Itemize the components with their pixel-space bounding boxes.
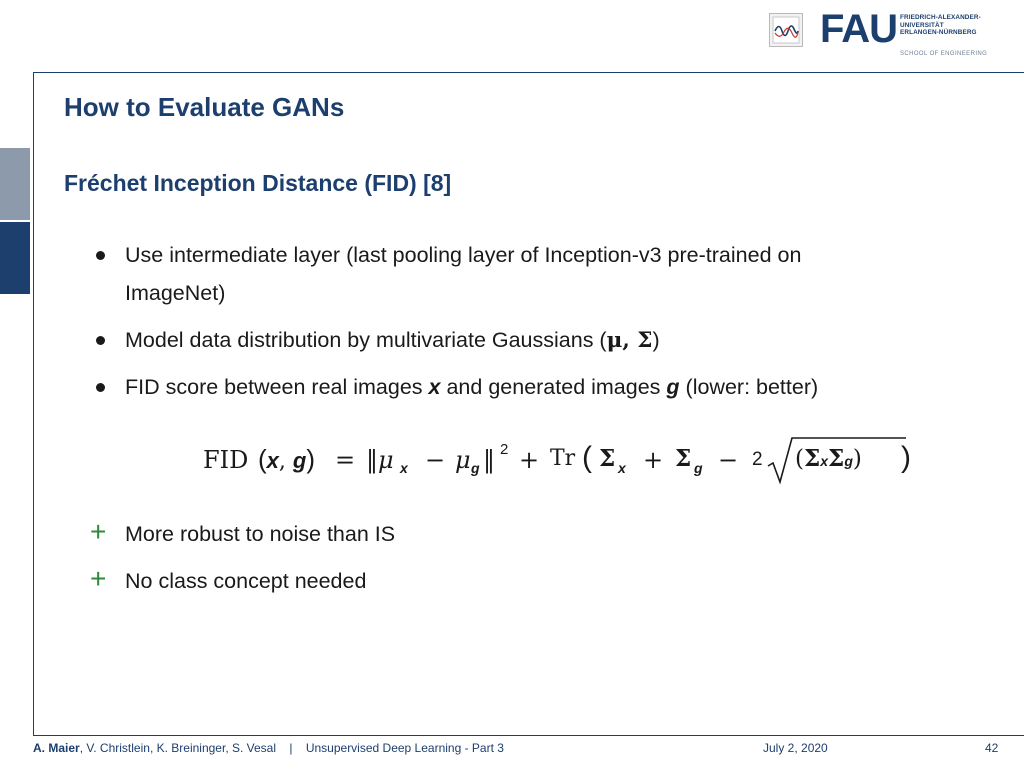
bullet-text-part: and generated images xyxy=(440,375,667,399)
fau-logo xyxy=(820,7,897,51)
footer-course: Unsupervised Deep Learning - Part 3 xyxy=(305,741,504,755)
bullet-text-part: (lower: better) xyxy=(679,375,819,399)
bullet-text xyxy=(125,370,818,404)
formula-two: 2 xyxy=(752,449,763,470)
footer-authors xyxy=(33,741,504,755)
pro-text: More robust to noise than IS xyxy=(125,522,396,546)
formula-plus-2: + xyxy=(643,446,664,474)
formula-sigma-g: Σ xyxy=(675,445,692,472)
bullet-dot-icon xyxy=(96,383,105,392)
formula-minus: − xyxy=(425,446,446,474)
bullet-math-x: x xyxy=(428,375,441,399)
formula-trace: Tr xyxy=(550,446,576,471)
fid-formula xyxy=(203,436,933,496)
side-accent-bar-active xyxy=(0,222,30,294)
formula-args: (x, g) xyxy=(258,444,316,474)
bullet-text: Use intermediate layer (last pooling layer of Inception-v3 pre-trained on xyxy=(125,243,802,267)
formula-sigma-x-sub: x xyxy=(618,460,626,476)
fau-name-line: FRIEDRICH-ALEXANDER- xyxy=(900,14,981,21)
bullet-math-g: g xyxy=(666,375,680,399)
pro-text: No class concept needed xyxy=(125,569,367,593)
slide-subtitle: Fréchet Inception Distance (FID) [8] xyxy=(64,170,452,196)
formula-sub-g: g xyxy=(471,460,480,476)
formula-norm-close: ‖ xyxy=(483,446,495,474)
bullet-text-part: Model data distribution by multivariate Gaussians ( xyxy=(125,328,607,352)
formula-fid: FID xyxy=(203,446,249,474)
fau-name xyxy=(900,14,981,37)
plus-icon: + xyxy=(90,516,107,547)
fau-logo-letters: FAU xyxy=(820,7,897,51)
lab-logo-icon xyxy=(769,13,803,47)
formula-eq: = xyxy=(335,446,356,474)
formula-paren-open: ( xyxy=(582,441,592,474)
slide-title: How to Evaluate GANs xyxy=(64,92,345,122)
formula-sqrt-content: (ΣxΣg) xyxy=(795,445,862,472)
page-number: 42 xyxy=(985,741,999,755)
side-accent-bar xyxy=(0,148,30,220)
bullet-text-part: FID score between real images xyxy=(125,375,429,399)
formula-minus-2: − xyxy=(718,446,739,474)
formula-norm-mu: ‖μ xyxy=(366,446,394,474)
bullet-text: ImageNet) xyxy=(125,281,226,305)
fau-name-line: UNIVERSITÄT xyxy=(900,21,944,29)
bullet-text xyxy=(125,323,660,358)
formula-square: 2 xyxy=(500,441,509,458)
bullet-dot-icon xyxy=(96,336,105,345)
formula-sigma-x: Σ xyxy=(599,445,616,472)
formula-sub-x: x xyxy=(400,460,408,476)
school-name: SCHOOL OF ENGINEERING xyxy=(900,51,988,57)
bullet-text-part: ) xyxy=(652,328,660,352)
formula-paren-close: ) xyxy=(901,441,911,474)
formula-mu-g: μ xyxy=(455,446,471,474)
footer-author-bold: A. Maier xyxy=(33,741,80,755)
fau-name-line: ERLANGEN-NÜRNBERG xyxy=(900,29,977,36)
formula-sigma-g-sub: g xyxy=(694,460,703,476)
footer-separator: | xyxy=(289,741,293,755)
footer-authors-rest: , V. Christlein, K. Breininger, S. Vesal xyxy=(79,741,277,755)
plus-icon: + xyxy=(90,563,107,594)
bullet-dot-icon xyxy=(96,251,105,260)
formula-plus: + xyxy=(519,446,540,474)
footer-date: July 2, 2020 xyxy=(763,741,828,755)
bullet-math: μ, Σ xyxy=(606,328,653,353)
